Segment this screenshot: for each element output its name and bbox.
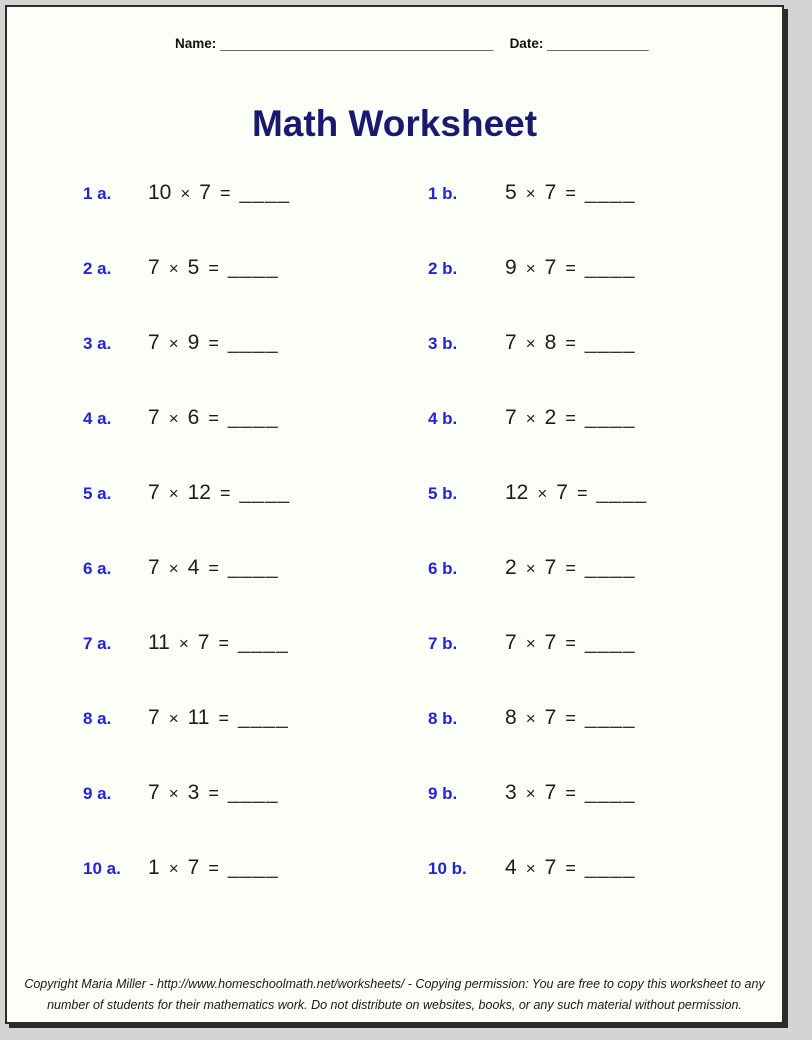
factor-2: 8 [544, 330, 557, 354]
equals-symbol: = [565, 557, 576, 578]
answer-blank: ____ [584, 630, 636, 654]
factor-1: 9 [505, 255, 517, 279]
times-symbol: × [168, 483, 179, 503]
problem-expression [505, 706, 636, 730]
factor-2: 2 [544, 405, 557, 429]
equals-symbol: = [565, 632, 576, 653]
equals-symbol: = [208, 257, 219, 278]
times-symbol: × [525, 858, 536, 878]
problem-expression [505, 856, 636, 880]
problem-label: 1 b. [428, 183, 458, 203]
problem-label: 9 a. [83, 783, 112, 803]
factor-1: 7 [148, 255, 160, 279]
problem-expression [148, 631, 289, 655]
answer-blank: ____ [584, 855, 636, 879]
problem-cell-a [83, 331, 428, 355]
problem-row [7, 680, 782, 755]
problem-cell-b [428, 256, 636, 280]
problem-label: 3 a. [83, 333, 112, 353]
problem-row [7, 755, 782, 830]
problem-cell-a [83, 856, 428, 880]
answer-blank: ____ [227, 780, 279, 804]
problem-label: 8 a. [83, 708, 112, 728]
answer-blank: ____ [237, 705, 289, 729]
factor-1: 7 [148, 555, 160, 579]
times-symbol: × [180, 183, 191, 203]
factor-1: 7 [148, 705, 160, 729]
problem-expression [148, 331, 279, 355]
factor-1: 7 [505, 405, 517, 429]
answer-blank: ____ [584, 555, 636, 579]
factor-1: 7 [505, 630, 517, 654]
worksheet-page [5, 5, 784, 1024]
equals-symbol: = [565, 782, 576, 803]
factor-1: 7 [148, 405, 160, 429]
answer-blank: ____ [227, 330, 279, 354]
problem-row [7, 455, 782, 530]
name-label: Name: [175, 36, 217, 51]
factor-2: 7 [544, 630, 557, 654]
answer-blank: ____ [584, 330, 636, 354]
problem-label: 5 a. [83, 483, 112, 503]
worksheet-title: Math Worksheet [251, 103, 538, 144]
problem-expression [148, 556, 279, 580]
factor-1: 11 [148, 630, 170, 654]
times-symbol: × [168, 783, 179, 803]
factor-2: 7 [544, 780, 557, 804]
answer-blank: ____ [584, 255, 636, 279]
date-line: _____________ [547, 36, 649, 51]
factor-2: 7 [544, 705, 557, 729]
equals-symbol: = [208, 332, 219, 353]
date-label: Date: [509, 36, 544, 51]
factor-2: 7 [544, 255, 557, 279]
problem-row [7, 155, 782, 230]
problem-row [7, 830, 782, 905]
problem-expression [148, 256, 279, 280]
factor-2: 12 [187, 480, 211, 504]
problem-expression [505, 331, 636, 355]
problem-expression [505, 631, 636, 655]
problem-cell-a [83, 706, 428, 730]
times-symbol: × [525, 258, 536, 278]
problem-label: 10 a. [83, 858, 121, 878]
factor-1: 4 [505, 855, 517, 879]
problem-label: 8 b. [428, 708, 458, 728]
problem-expression [148, 406, 279, 430]
problem-row [7, 380, 782, 455]
factor-1: 8 [505, 705, 517, 729]
factor-1: 12 [505, 480, 529, 504]
footer-line-1: Copyright Maria Miller - http://www.homeschoolmath.net/worksheets/ - Copying permission: You are free to copy this worksheet to any [24, 977, 765, 991]
problem-row [7, 530, 782, 605]
times-symbol: × [168, 858, 179, 878]
factor-2: 7 [544, 855, 557, 879]
times-symbol: × [168, 708, 179, 728]
problem-cell-a [83, 556, 428, 580]
factor-1: 10 [148, 180, 172, 204]
name-line: ___________________________________ [220, 36, 494, 51]
factor-1: 7 [148, 330, 160, 354]
problem-label: 1 a. [83, 183, 112, 203]
equals-symbol: = [218, 707, 229, 728]
problem-expression [505, 256, 636, 280]
answer-blank: ____ [237, 630, 289, 654]
problem-label: 3 b. [428, 333, 458, 353]
problem-label: 4 b. [428, 408, 458, 428]
times-symbol: × [537, 483, 548, 503]
times-symbol: × [525, 708, 536, 728]
problem-expression [148, 706, 289, 730]
problem-row [7, 605, 782, 680]
equals-symbol: = [219, 482, 231, 503]
times-symbol: × [525, 633, 536, 653]
times-symbol: × [168, 333, 179, 353]
problem-cell-b [428, 631, 636, 655]
factor-2: 7 [544, 180, 557, 204]
answer-blank: ____ [227, 855, 279, 879]
problem-cell-a [83, 631, 428, 655]
equals-symbol: = [565, 707, 576, 728]
equals-symbol: = [208, 407, 219, 428]
times-symbol: × [525, 183, 536, 203]
problem-label: 6 a. [83, 558, 112, 578]
problems-grid [7, 155, 782, 905]
problem-expression [148, 781, 279, 805]
factor-2: 7 [556, 480, 568, 504]
problem-expression [148, 481, 290, 505]
footer-line-2: number of students for their mathematics work. Do not distribute on websites, books, or any such material without permission. [47, 998, 742, 1012]
problem-label: 7 a. [83, 633, 112, 653]
answer-blank: ____ [239, 480, 291, 504]
problem-label: 6 b. [428, 558, 458, 578]
problem-row [7, 230, 782, 305]
problem-label: 2 a. [83, 258, 112, 278]
factor-1: 5 [505, 180, 517, 204]
equals-symbol: = [565, 182, 576, 203]
factor-2: 9 [187, 330, 200, 354]
problem-label: 7 b. [428, 633, 458, 653]
problem-cell-b [428, 481, 647, 505]
answer-blank: ____ [227, 555, 279, 579]
times-symbol: × [168, 558, 179, 578]
equals-symbol: = [565, 257, 576, 278]
problem-expression [505, 781, 636, 805]
times-symbol: × [525, 333, 536, 353]
factor-1: 7 [148, 480, 160, 504]
answer-blank: ____ [584, 405, 636, 429]
footer [7, 974, 782, 1016]
equals-symbol: = [218, 632, 229, 653]
problem-cell-a [83, 481, 428, 505]
factor-1: 1 [148, 855, 160, 879]
problem-cell-b [428, 331, 636, 355]
problem-cell-b [428, 556, 636, 580]
equals-symbol: = [565, 857, 576, 878]
factor-2: 6 [187, 405, 200, 429]
problem-expression [148, 181, 290, 205]
problem-expression [505, 481, 647, 505]
problem-expression [505, 556, 636, 580]
equals-symbol: = [208, 782, 219, 803]
problem-row [7, 305, 782, 380]
answer-blank: ____ [227, 405, 279, 429]
answer-blank: ____ [584, 780, 636, 804]
problem-cell-b [428, 856, 636, 880]
times-symbol: × [168, 408, 179, 428]
equals-symbol: = [208, 557, 219, 578]
answer-blank: ____ [584, 180, 636, 204]
problem-expression [505, 181, 636, 205]
problem-label: 2 b. [428, 258, 458, 278]
factor-2: 7 [187, 855, 200, 879]
problem-cell-a [83, 781, 428, 805]
factor-2: 7 [544, 555, 557, 579]
problem-cell-a [83, 406, 428, 430]
answer-blank: ____ [584, 705, 636, 729]
times-symbol: × [525, 408, 536, 428]
answer-blank: ____ [239, 180, 291, 204]
name-date-header [175, 36, 782, 51]
problem-label: 9 b. [428, 783, 458, 803]
problem-cell-a [83, 181, 428, 205]
factor-1: 2 [505, 555, 517, 579]
problem-label: 5 b. [428, 483, 458, 503]
factor-1: 3 [505, 780, 517, 804]
factor-2: 4 [187, 555, 200, 579]
factor-2: 3 [187, 780, 200, 804]
equals-symbol: = [208, 857, 219, 878]
problem-expression [148, 856, 279, 880]
answer-blank: ____ [227, 255, 279, 279]
factor-2: 7 [197, 630, 210, 654]
problem-cell-b [428, 781, 636, 805]
problem-label: 4 a. [83, 408, 112, 428]
equals-symbol: = [219, 182, 231, 203]
equals-symbol: = [576, 482, 588, 503]
answer-blank: ____ [596, 480, 648, 504]
problem-expression [505, 406, 636, 430]
factor-2: 11 [187, 705, 210, 729]
times-symbol: × [525, 558, 536, 578]
problem-label: 10 b. [428, 858, 467, 878]
problem-cell-b [428, 706, 636, 730]
factor-2: 5 [187, 255, 200, 279]
times-symbol: × [525, 783, 536, 803]
times-symbol: × [178, 633, 189, 653]
factor-2: 7 [199, 180, 211, 204]
equals-symbol: = [565, 332, 576, 353]
problem-cell-b [428, 406, 636, 430]
times-symbol: × [168, 258, 179, 278]
equals-symbol: = [565, 407, 576, 428]
factor-1: 7 [505, 330, 517, 354]
problem-cell-b [428, 181, 636, 205]
factor-1: 7 [148, 780, 160, 804]
problem-cell-a [83, 256, 428, 280]
